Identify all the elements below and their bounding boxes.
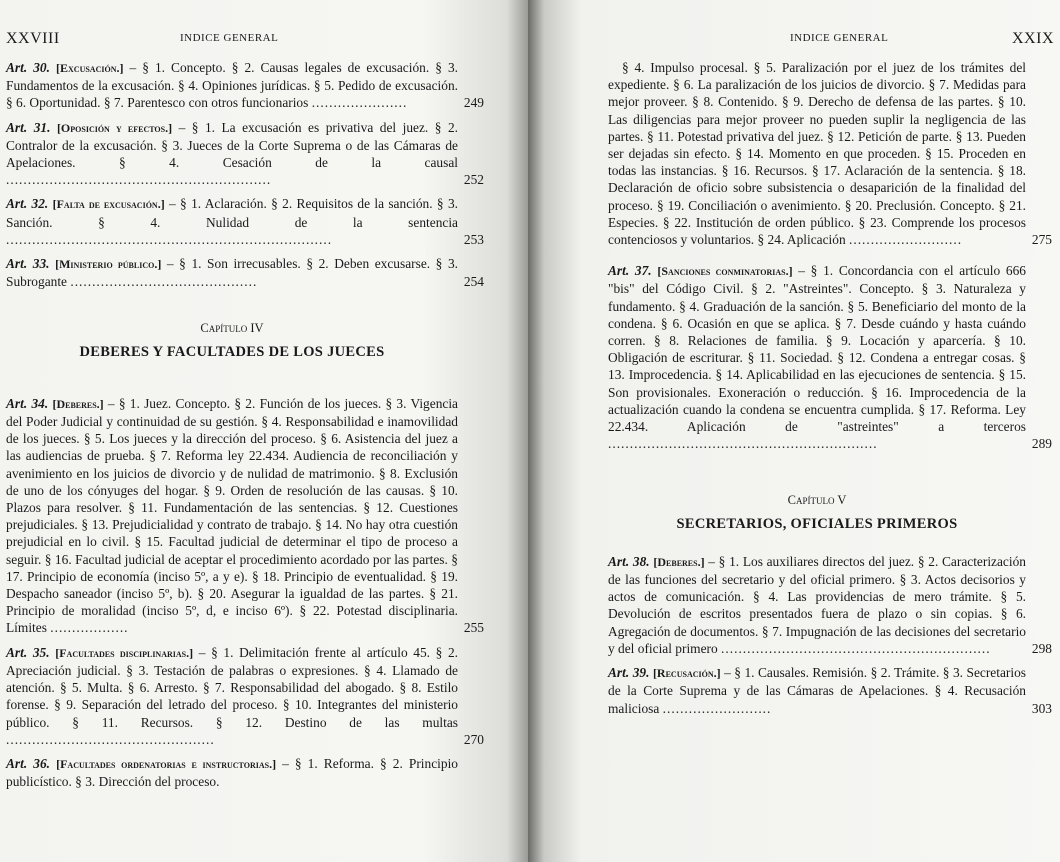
index-entry [608, 664, 1052, 717]
leader-dots: .............................................................. [608, 436, 878, 452]
entry-title: [Deberes.] [52, 396, 104, 411]
index-entry [6, 195, 484, 248]
entry-page: 275 [1031, 232, 1052, 248]
entry-text: – § 1. Aclaración. § 2. Requisitos de la sanción. § 3. Sanción. § 4. Nulidad de la sentencia [6, 196, 458, 230]
index-entry [608, 262, 1052, 452]
leader-dots: ...................... [311, 95, 408, 111]
index-entry [6, 644, 484, 748]
entry-title: [Sanciones conminatorias.] [657, 264, 793, 279]
entry-number: Art. 38. [608, 553, 650, 569]
leader-dots: ................................................ [6, 731, 215, 747]
entry-page: 253 [463, 231, 484, 247]
page-number-right: XXIX [1012, 30, 1054, 47]
entry-text: – § 1. Causales. Remisión. § 2. Trámite. § 3. Secretarios de la Corte Suprema y de las Cámaras de Apelaciones. § 4. Recusación maliciosa [608, 665, 1026, 716]
entry-text: – § 1. Son irrecusables. § 2. Deben excusarse. § 3. Subrogante [6, 256, 458, 290]
entry-text: – § 1. Concepto. § 2. Causas legales de excusación. § 3. Fundamentos de la excusación. § 4. Opiniones jurídicas. § 5. Pedido de excusación. § 6. Oportunidad. § 7. Parentesco con otros funcionarios [6, 60, 458, 111]
index-entry-continuation [608, 59, 1052, 248]
entry-text: – § 1. Los auxiliares directos del juez. § 2. Caracterización de las funciones del secretario y del oficial primero. § 3. Actos decisorios y actos de comunicación. § 4. Las providencias de mero trámite. § 5. Devolución de escritos presentados fuera de plazo o sin copias. § 6. Agregación de documentos. § 7. Impugnación de las decisiones del secretario y del oficial primero [608, 553, 1026, 656]
entry-text: § 4. Impulso procesal. § 5. Paralización por el juez de los trámites del expediente. § 6. La paralización de los juicios de divorcio. § 7. Medidas para mejor proveer. § 8. Contenido. § 9. Derecho de defensa de las partes. § 10. Las diligencias para mejor proveer no pueden suplir la negligencia de las partes. § 11. Potestad privativa del juez. § 12. Petición de parte. § 13. Pueden ser dejadas sin efecto. § 14. Momento en que proceden. § 15. Proceden en todas las instancias. § 16. Recursos. § 17. Aclaración de la sentencia. § 18. Declaración de oficio sobre subsistencia o desaparición de la finalidad del proceso. § 19. Conciliación o avenimiento. § 20. Preclusión. Concepto. § 21. Especies. § 22. Institución de orden público. § 23. Comprende los procesos contenciosos y voluntarios. § 24. Aplicación [608, 60, 1026, 248]
entry-number: Art. 32. [6, 196, 49, 212]
index-entry [6, 59, 484, 112]
entry-title: [Oposición y efectos.] [56, 120, 173, 135]
right-page [528, 0, 1060, 862]
entry-page: 289 [1031, 436, 1052, 452]
entry-number: Art. 31. [6, 119, 51, 135]
leader-dots: .................. [50, 620, 129, 636]
leader-dots: ........................................................................... [6, 231, 333, 247]
leader-dots: ......................... [662, 700, 772, 716]
left-column [6, 59, 484, 797]
entry-page: 252 [463, 172, 484, 188]
entry-title: [Falta de excusación.] [52, 197, 165, 212]
index-entry [6, 755, 458, 790]
index-entry [6, 255, 484, 290]
entry-title: [Excusación.] [56, 61, 124, 75]
entry-text: – § 1. La excusación es privativa del juez. § 2. Contralor de la excusación. § 3. Jueces de la Corte Suprema o de las Cámaras de Apelaciones. § 4. Cesación de la causal [6, 119, 458, 171]
page-number-left: XXVIII [6, 30, 60, 47]
entry-title: [Facultades disciplinarias.] [55, 645, 194, 660]
running-header-right: INDICE GENERAL [790, 32, 889, 44]
index-entry [6, 119, 484, 189]
entry-title: [Deberes.] [653, 554, 705, 569]
entry-page: 303 [1031, 700, 1052, 716]
entry-text: – § 1. Concordancia con el artículo 666 "bis" del Código Civil. § 2. "Astreintes". Concepto. § 3. Naturaleza y fundamento. § 4. Graduación de la sanción. § 5. Beneficiario del monto de la condena. § 6. Ocasión en que se aplica. § 7. Desde cuándo y hasta cuándo corren. § 8. Relaciones de familia. § 9. Locación y aparcería. § 10. Obligación de escriturar. § 11. Sociedad. § 12. Condena a entregar cosas. § 13. Improcedencia. § 14. Aplicabilidad en las ejecuciones de sentencia. § 15. Son provisionales. Exoneración o reducción. § 16. Improcedencia de la actualización cuando la condena se encuentra cumplida. § 17. Reforma. Ley 22.434. Aplicación de "astreintes" a terceros [608, 263, 1026, 435]
entry-title: [Recusación.] [652, 666, 721, 681]
entry-number: Art. 36. [6, 755, 51, 771]
chapter-label-iv: Capítulo IV [200, 321, 264, 336]
leader-dots: .............................................................. [721, 640, 991, 656]
entry-number: Art. 33. [6, 256, 50, 272]
entry-text: – § 1. Juez. Concepto. § 2. Función de los jueces. § 3. Vigencia del Poder Judicial y continuidad de su gestión. § 4. Responsabilidad e inamovilidad de los jueces. § 5. Los jueces y la dirección del proceso. § 6. Asistencia del juez a las audiencias de prueba. § 7. Reforma ley 22.434. Audiencia de reconciliación y avenimiento en los juicios de divorcio y de nulidad de matrimonio. § 8. Exclusión de uno de los cónyuges del hogar. § 9. Orden de resolución de las causas. § 10. Plazos para resolver. § 11. Fundamentación de las sentencias. § 12. Cuestiones prejudiciales. § 13. Prejudicialidad y contrato de trabajo. § 14. No hay otra cuestión prejudicial en lo civil. § 15. Facultad judicial de determinar el tipo de proceso a seguir. § 16. Facultad judicial de aceptar el procedimiento acordado por las partes. § 17. Principio de economía (inciso 5º, a y e). § 18. Principio de eventualidad. § 19. Despacho saneador (inciso 5º, b). § 20. Asegurar la igualdad de las partes. § 21. Principio de moralidad (inciso 5º, d, e inciso 6º). § 22. Potestad disciplinaria. Límites [6, 395, 459, 636]
entry-number: Art. 34. [6, 395, 49, 411]
entry-page: 254 [463, 274, 484, 290]
chapter-title-iv: DEBERES Y FACULTADES DE LOS JUECES [79, 343, 385, 360]
entry-text: – § 1. Delimitación frente al artículo 45. § 2. Apreciación judicial. § 3. Testación de palabras o expresiones. § 4. Llamado de atención. § 5. Multa. § 6. Arresto. § 7. Responsabilidad del abogado. § 8. Estilo forense. § 9. Separación del letrado del proceso. § 10. Integrantes del ministerio público. § 11. Recursos. § 12. Destino de las multas [6, 644, 459, 730]
leader-dots: .......................... [849, 232, 963, 248]
leader-dots: ............................................................. [6, 172, 272, 188]
chapter-label-v: Capítulo V [787, 493, 847, 508]
index-entry [6, 395, 484, 637]
leader-dots: ........................................... [70, 274, 258, 290]
index-entry [608, 553, 1052, 657]
entry-page: 298 [1031, 640, 1052, 656]
entry-number: Art. 37. [608, 263, 652, 279]
chapter-title-v: SECRETARIOS, OFICIALES PRIMEROS [676, 515, 958, 532]
entry-page: 270 [463, 731, 484, 747]
entry-title: [Ministerio público.] [55, 257, 162, 272]
left-page [0, 0, 528, 862]
right-column [608, 59, 1052, 724]
entry-text: – § 1. Reforma. § 2. Principio publicístico. § 3. Dirección del proceso. [6, 755, 458, 790]
entry-number: Art. 35. [6, 644, 50, 660]
entry-title: [Facultades ordenatorias e instructorias.] [56, 756, 277, 771]
entry-number: Art. 30. [6, 60, 50, 75]
running-header-left: INDICE GENERAL [180, 32, 279, 44]
entry-page: 249 [463, 95, 484, 111]
entry-page: 255 [463, 620, 484, 636]
entry-number: Art. 39. [608, 665, 650, 681]
